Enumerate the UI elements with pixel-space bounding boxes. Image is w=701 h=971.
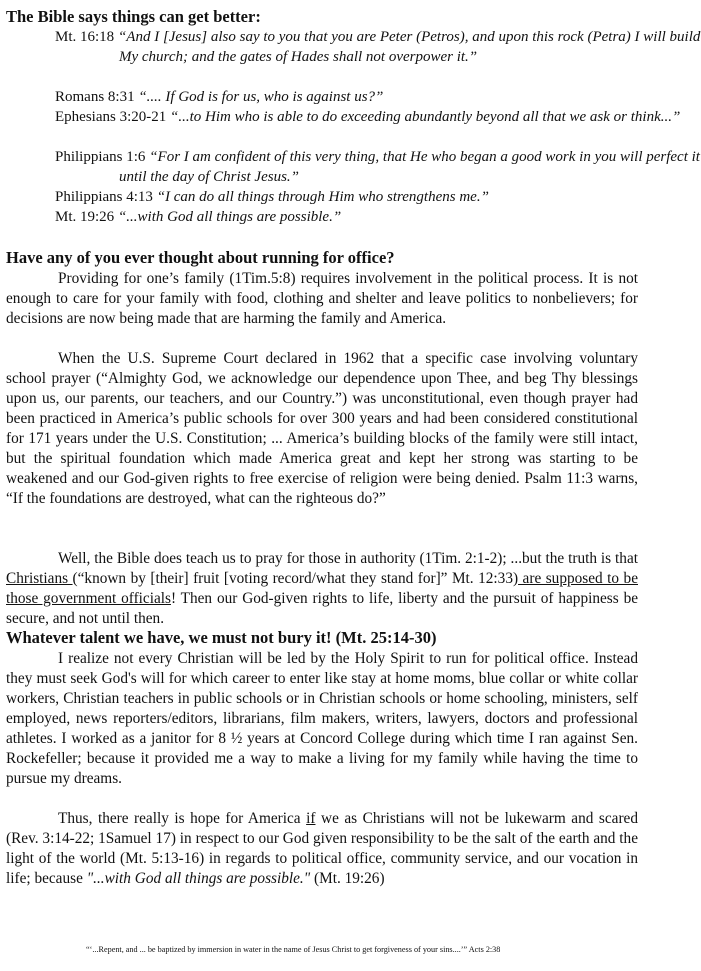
underlined-government-officials: are supposed to be those government officials [6,570,638,607]
verse-ephesians-3-20 [55,107,701,127]
section-heading-talent: Whatever talent we have, we must not bury it! (Mt. 25:14-30) [6,628,437,647]
verse-text: “And I [Jesus] also say to you that you are Peter (Petros), and upon this rock (Petra) I will build My church; and the gates of Hades shall not overpower it.” [117,29,701,65]
hope-text-b: we as Christians will not be lukewarm and scared (Rev. 3:14-22; 1Samuel 17) in respect to our God given responsibility to be the salt of the earth and the light of the world (Mt. 5:13-16) in regards to political office, community service, and our vocation in life; because [6,810,638,887]
underlined-if: if [306,810,316,827]
authority-quote: (“known by [their] fruit [voting record/what they stand for]” Mt. 12:33) [72,570,519,587]
verse-reference: Mt. 16:18 [55,29,115,45]
verse-text: “For I am confident of this very thing, that He who began a good work in you will perfect it until the day of Christ Jesus.” [119,149,700,185]
paragraph-authority [6,549,638,629]
paragraph-school-prayer: When the U.S. Supreme Court declared in 1962 that a specific case involving voluntary school prayer (“Almighty God, we acknowledge our dependence upon Thee, and beg Thy blessings upon us, our parents, our teachers, and our Country.”) was unconstitutional, even though prayer had been practiced in America’s public schools for over 300 years and had been considered constitutional for 171 years under the U.S. Constitution; ... America’s building blocks of the family were still intact, but the spiritual foundation which made America great and kept her strong was starting to be weakened and our God-given rights to free exercise of religion were being denied. Psalm 11:3 warns, “If the foundations are destroyed, what can the righteous do?” [6,350,638,507]
verse-romans-8-31 [55,87,701,107]
italic-quote: "...with God all things are possible." [86,870,311,887]
verse-text: “...with God all things are possible.” [117,209,342,225]
verse-text: “I can do all things through Him who strengthens me.” [156,189,489,205]
paragraph-family: Providing for one’s family (1Tim.5:8) requires involvement in the political process. It is not enough to care for your family with food, clothing and shelter and leave politics to nonbelievers; for decisions are now being made that are harming the family and America. [6,270,638,327]
hope-text-a: Thus, there really is hope for America [58,810,307,827]
paragraph-careers: I realize not every Christian will be led by the Holy Spirit to run for political office. Instead they must seek God's will for which career to enter like stay at home moms, blue collar or white collar workers, Christian teachers in public schools or in Christian schools or home schooling, ministers, self employed, news reporters/editors, librarians, film makers, writers, lawyers, doctors and professional athletes. I worked as a janitor for 8 ½ years at Concord College during which time I ran against Sen. Rockefeller; because it provided me a way to make a living for my family while having the time to pursue my dreams. [6,650,638,787]
verse-reference: Philippians 4:13 [55,189,153,205]
verse-philippians-1-6 [55,147,701,187]
verse-mt-19-26 [55,207,637,227]
paragraph-hope [6,809,638,889]
footer-note: “‘...Repent, and ... be baptized by immersion in water in the name of Jesus Christ to get forgiveness of your sins....’” Acts 2:38 [86,945,501,954]
verse-text: “...to Him who is able to do exceeding abundantly beyond all that we ask or think...” [169,109,681,125]
underlined-christians: Christians [6,570,73,587]
hope-text-c: (Mt. 19:26) [310,870,385,887]
verse-reference: Ephesians 3:20-21 [55,109,167,125]
verse-reference: Romans 8:31 [55,89,135,105]
verse-text: “.... If God is for us, who is against us?” [138,89,384,105]
verse-reference: Mt. 19:26 [55,209,115,225]
verse-philippians-4-13 [55,187,637,207]
verse-reference: Philippians 1:6 [55,149,146,165]
section-heading-bible: The Bible says things can get better: [6,7,261,26]
verse-mt-16-18 [55,27,701,67]
section-heading-office: Have any of you ever thought about running for office? [6,248,395,267]
authority-text-a: Well, the Bible does teach us to pray for those in authority (1Tim. 2:1-2); ...but the truth is that [58,550,638,567]
authority-text-c: ! Then our God-given rights to life, liberty and the pursuit of happiness be secure, and not until then. [6,590,639,627]
